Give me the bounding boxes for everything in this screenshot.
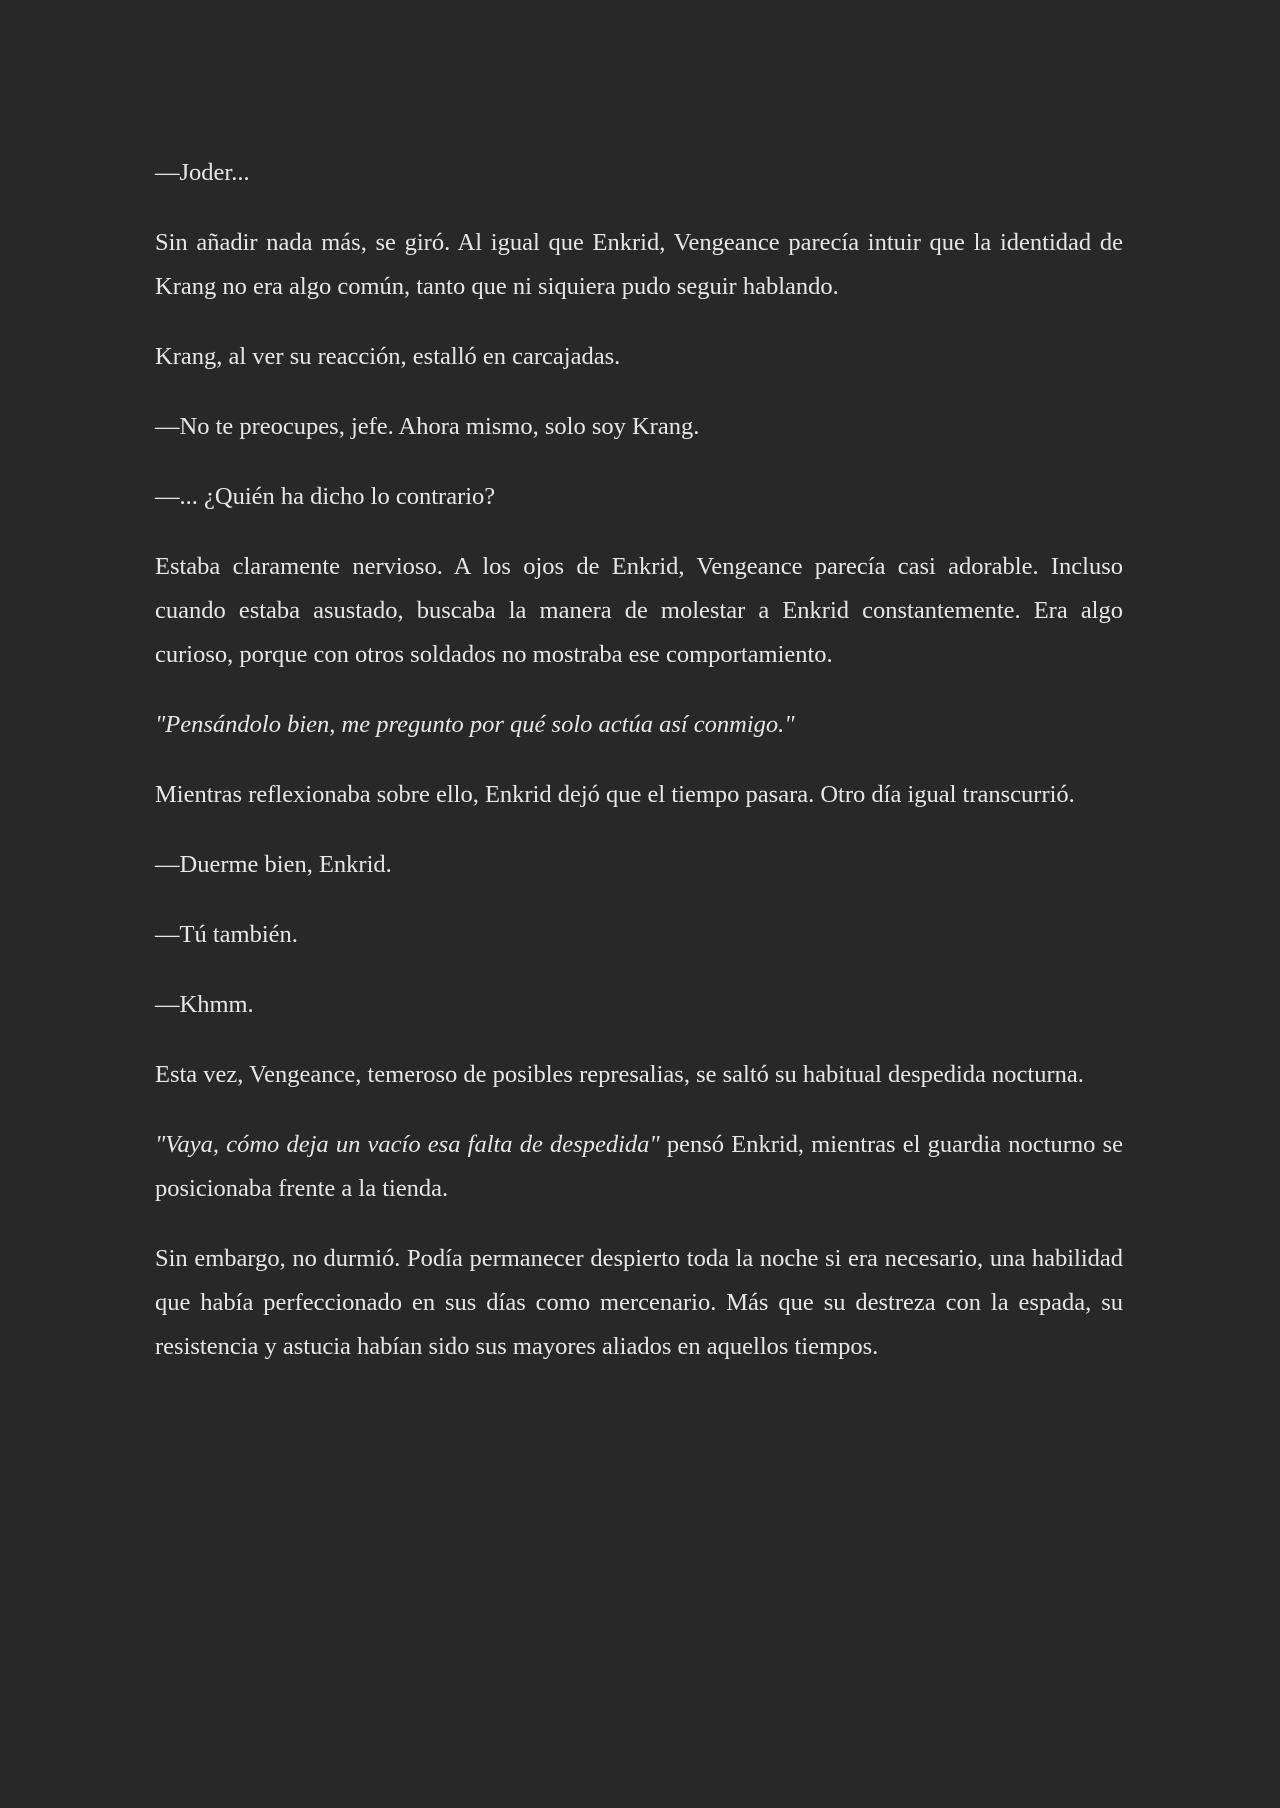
italic-thought: "Vaya, cómo deja un vacío esa falta de despedida" bbox=[155, 1131, 660, 1158]
paragraph-text: pensó Enkrid, mientras el guardia nocturno se posicionaba frente a la tienda. bbox=[155, 1131, 1123, 1202]
paragraph: —Duerme bien, Enkrid. bbox=[155, 851, 392, 878]
paragraph: Sin añadir nada más, se giró. Al igual que Enkrid, Vengeance parecía intuir que la identidad de Krang no era algo común, tanto que ni siquiera pudo seguir hablando. bbox=[155, 229, 1123, 300]
paragraph: Sin embargo, no durmió. Podía permanecer despierto toda la noche si era necesario, una habilidad que había perfeccionado en sus días como mercenario. Más que su destreza con la espada, su resistencia y astucia habían sido sus mayores aliados en aquellos tiempos. bbox=[155, 1245, 1123, 1360]
paragraph: Krang, al ver su reacción, estalló en carcajadas. bbox=[155, 343, 621, 370]
paragraph: Estaba claramente nervioso. A los ojos de Enkrid, Vengeance parecía casi adorable. Incluso cuando estaba asustado, buscaba la manera de molestar a Enkrid constantemente. Era algo curioso, porque con otros soldados no mostraba ese comportamiento. bbox=[155, 553, 1123, 668]
paragraph: —Khmm. bbox=[155, 991, 254, 1018]
paragraph: Mientras reflexionaba sobre ello, Enkrid dejó que el tiempo pasara. Otro día igual transcurrió. bbox=[155, 781, 1075, 808]
chapter-text bbox=[155, 151, 1123, 1395]
paragraph: —... ¿Quién ha dicho lo contrario? bbox=[155, 483, 496, 510]
paragraph-mixed bbox=[155, 1123, 1123, 1211]
italic-thought: "Pensándolo bien, me pregunto por qué solo actúa así conmigo." bbox=[155, 711, 795, 738]
paragraph: —Joder... bbox=[155, 159, 250, 186]
paragraph: —Tú también. bbox=[155, 921, 298, 948]
paragraph-thought bbox=[155, 703, 1123, 747]
paragraph: —No te preocupes, jefe. Ahora mismo, solo soy Krang. bbox=[155, 413, 700, 440]
paragraph: Esta vez, Vengeance, temeroso de posibles represalias, se saltó su habitual despedida nocturna. bbox=[155, 1061, 1084, 1088]
